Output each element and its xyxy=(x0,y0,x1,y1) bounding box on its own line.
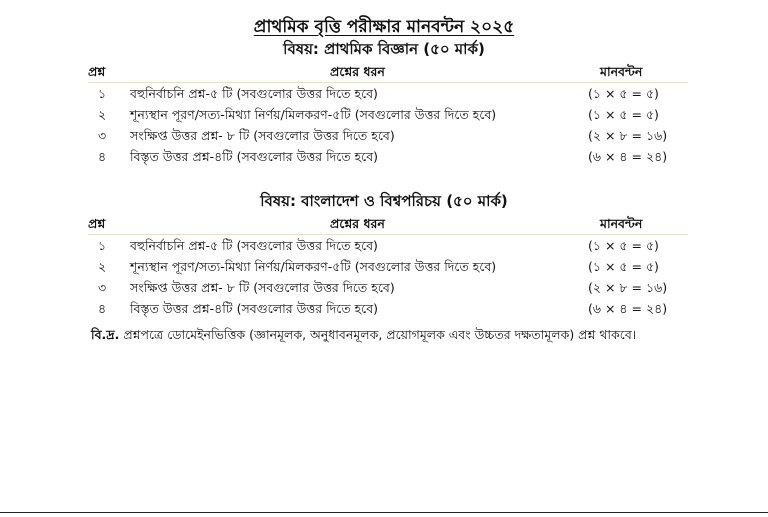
column-header-type: প্রশ্নের ধরন xyxy=(330,216,385,231)
question-number: ৩ xyxy=(98,280,107,295)
question-marks: (২ × ৮ = ১৬) xyxy=(588,128,668,143)
column-header-question: প্রশ্ন xyxy=(88,216,106,231)
question-marks: (১ × ৫ = ৫) xyxy=(588,259,659,274)
question-marks: (১ × ৫ = ৫) xyxy=(588,238,659,253)
footnote-label: বি.দ্র. xyxy=(91,327,120,342)
header-divider xyxy=(88,82,688,83)
table-row xyxy=(0,86,768,106)
question-marks: (১ × ৫ = ৫) xyxy=(588,86,659,101)
question-number: ৪ xyxy=(98,149,107,164)
table-row xyxy=(0,301,768,321)
question-number: ৩ xyxy=(98,128,107,143)
question-type: বহুনির্বাচনি প্রশ্ন-৫ টি (সবগুলোর উত্তর দিতে হবে) xyxy=(130,238,378,253)
question-type: সংক্ষিপ্ত উত্তর প্রশ্ন- ৮ টি (সবগুলোর উত্তর দিতে হবে) xyxy=(130,128,395,143)
document-title-text: প্রাথমিক বৃত্তি পরীক্ষার মানবন্টন ২০২৫ xyxy=(253,17,515,37)
table-row xyxy=(0,128,768,148)
question-type: বহুনির্বাচনি প্রশ্ন-৫ টি (সবগুলোর উত্তর দিতে হবে) xyxy=(130,86,378,101)
table-row xyxy=(0,149,768,169)
question-number: ২ xyxy=(98,259,107,274)
question-number: ১ xyxy=(98,238,107,253)
question-number: ১ xyxy=(98,86,107,101)
table-row xyxy=(0,280,768,300)
footnote-text: প্রশ্নপত্রে ডোমেইনভিত্তিক (জ্ঞানমূলক, অনুধাবনমূলক, প্রয়োগমূলক এবং উচ্চতর দক্ষতামূলক) প্রশ্ন থাকবে। xyxy=(123,327,637,342)
section-title-science: বিষয়: প্রাথমিক বিজ্ঞান (৫০ মার্ক) xyxy=(283,40,485,58)
footnote xyxy=(91,327,636,347)
header-divider xyxy=(88,234,688,235)
question-type: শূন্যস্থান পূরণ/সত্য-মিথ্যা নির্ণয়/মিলকরণ-৫টি (সবগুলোর উত্তর দিতে হবে) xyxy=(130,107,497,122)
table-row xyxy=(0,259,768,279)
question-type: শূন্যস্থান পূরণ/সত্য-মিথ্যা নির্ণয়/মিলকরণ-৫টি (সবগুলোর উত্তর দিতে হবে) xyxy=(130,259,497,274)
question-type: বিস্তৃত উত্তর প্রশ্ন-৪টি (সবগুলোর উত্তর দিতে হবে) xyxy=(130,149,379,164)
column-header-type: প্রশ্নের ধরন xyxy=(330,64,385,79)
table-row xyxy=(0,107,768,127)
section-title-bangladesh: বিষয়: বাংলাদেশ ও বিশ্বপরিচয় (৫০ মার্ক) xyxy=(260,192,508,210)
question-marks: (১ × ৫ = ৫) xyxy=(588,107,659,122)
question-marks: (২ × ৮ = ১৬) xyxy=(588,280,668,295)
bottom-divider xyxy=(0,512,768,513)
column-header-marks: মানবন্টন xyxy=(600,64,643,79)
table-row xyxy=(0,238,768,258)
question-number: ৪ xyxy=(98,301,107,316)
question-marks: (৬ × ৪ = ২৪) xyxy=(588,301,668,316)
question-number: ২ xyxy=(98,107,107,122)
question-type: বিস্তৃত উত্তর প্রশ্ন-৪টি (সবগুলোর উত্তর দিতে হবে) xyxy=(130,301,379,316)
column-header-question: প্রশ্ন xyxy=(88,64,106,79)
question-type: সংক্ষিপ্ত উত্তর প্রশ্ন- ৮ টি (সবগুলোর উত্তর দিতে হবে) xyxy=(130,280,395,295)
question-marks: (৬ × ৪ = ২৪) xyxy=(588,149,668,164)
column-header-marks: মানবন্টন xyxy=(600,216,643,231)
